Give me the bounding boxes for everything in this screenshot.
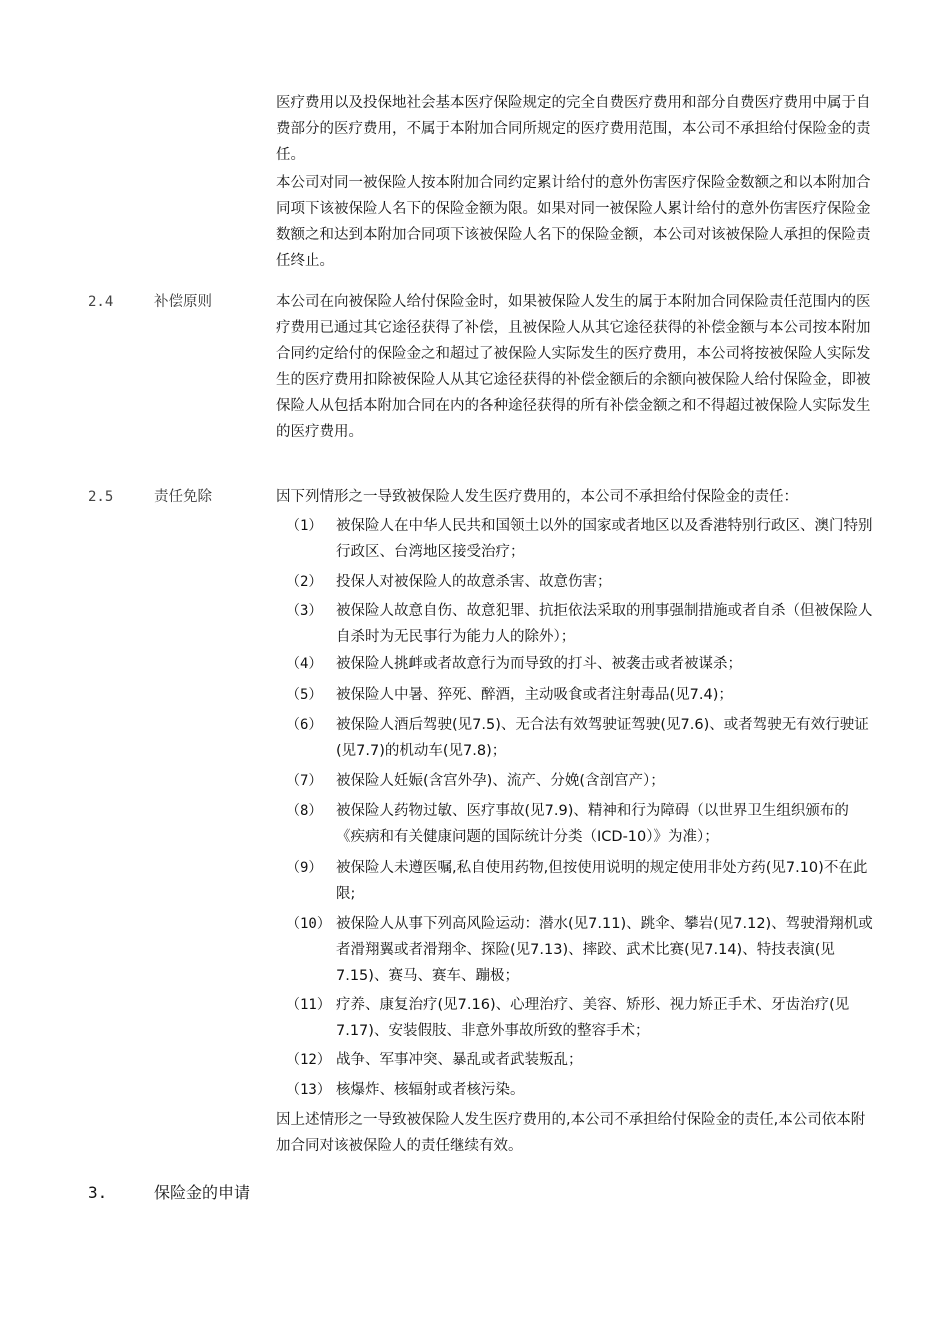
- list-item-text: 投保人对被保险人的故意杀害、故意伤害；: [336, 574, 612, 590]
- list-item-text: 战争、军事冲突、暴乱或者武装叛乱；: [336, 1052, 583, 1068]
- list-item-text: 被保险人药物过敏、医疗事故(见7.9)、精神和行为障碍（以世界卫生组织颁布的《疾病和有关健康问题的国际统计分类（ICD-10）》为准）；: [336, 803, 849, 845]
- list-item-number: （13）: [286, 1082, 331, 1098]
- paragraph-exclusions-outro: 因上述情形之一导致被保险人发生医疗费用的,本公司不承担给付保险金的责任,本公司依本附加合同对该被保险人的责任继续有效。: [276, 1112, 866, 1154]
- list-item-text: 被保险人未遵医嘱,私自使用药物,但按使用说明的规定使用非处方药(见7.10)不在此限;: [336, 860, 868, 902]
- list-item-number: （9）: [286, 860, 323, 876]
- list-item-number: （1）: [286, 518, 323, 534]
- list-item-number: （12）: [286, 1052, 331, 1068]
- section-title-3: 保险金的申请: [154, 1183, 251, 1202]
- list-item-text: 核爆炸、核辐射或者核污染。: [336, 1082, 525, 1098]
- list-item-text: 被保险人挑衅或者故意行为而导致的打斗、被袭击或者被谋杀；: [336, 656, 742, 672]
- paragraph-benefit-limit: 本公司对同一被保险人按本附加合同约定累计给付的意外伤害医疗保险金数额之和以本附加合同项下该被保险人名下的保险金额为限。如果对同一被保险人累计给付的意外伤害医疗保险金数额之和达到本附加合同项下该被保险人名下的保险金额，本公司对该被保险人承担的保险责任终止。: [276, 175, 871, 269]
- list-item-number: （6）: [286, 717, 323, 733]
- list-item-number: （4）: [286, 656, 323, 672]
- paragraph-exclusions-intro: 因下列情形之一导致被保险人发生医疗费用的，本公司不承担给付保险金的责任：: [276, 489, 798, 505]
- list-item-text: 疗养、康复治疗(见7.16)、心理治疗、美容、矫形、视力矫正手术、牙齿治疗(见7.17)、安装假肢、非意外事故所致的整容手术；: [336, 997, 850, 1039]
- list-item-text: 被保险人故意自伤、故意犯罪、抗拒依法采取的刑事强制措施或者自杀（但被保险人自杀时为无民事行为能力人的除外）；: [336, 603, 873, 645]
- list-item-text: 被保险人酒后驾驶(见7.5)、无合法有效驾驶证驾驶(见7.6)、或者驾驶无有效行驶证(见7.7)的机动车(见7.8)；: [336, 717, 869, 759]
- section-number-2-5: 2.5: [88, 489, 114, 505]
- list-item-number: （10）: [286, 916, 331, 932]
- list-item-number: （2）: [286, 574, 323, 590]
- paragraph-medical-expense-scope: 医疗费用以及投保地社会基本医疗保险规定的完全自费医疗费用和部分自费医疗费用中属于自费部分的医疗费用，不属于本附加合同所规定的医疗费用范围，本公司不承担给付保险金的责任。: [276, 95, 871, 163]
- list-item-number: （7）: [286, 773, 323, 789]
- list-item-text: 被保险人妊娠(含宫外孕)、流产、分娩(含剖宫产）；: [336, 773, 665, 789]
- section-number-2-4: 2.4: [88, 294, 114, 310]
- paragraph-compensation-principle: 本公司在向被保险人给付保险金时，如果被保险人发生的属于本附加合同保险责任范围内的医疗费用已通过其它途径获得了补偿，且被保险人从其它途径获得的补偿金额与本公司按本附加合同约定给付的保险金之和超过了被保险人实际发生的医疗费用，本公司将按被保险人实际发生的医疗费用扣除被保险人从其它途径获得的补偿金额后的余额向被保险人给付保险金，即被保险人从包括本附加合同在内的各种途径获得的所有补偿金额之和不得超过被保险人实际发生的医疗费用。: [276, 294, 871, 440]
- list-item-text: 被保险人从事下列高风险运动：潜水(见7.11)、跳伞、攀岩(见7.12)、驾驶滑翔机或者滑翔翼或者滑翔伞、探险(见7.13)、摔跤、武术比赛(见7.14)、特技表演(见7.15)、赛马、赛车、蹦极；: [336, 916, 873, 984]
- section-number-3: 3.: [88, 1183, 108, 1202]
- list-item-number: （3）: [286, 603, 323, 619]
- list-item-text: 被保险人在中华人民共和国领土以外的国家或者地区以及香港特别行政区、澳门特别行政区、台湾地区接受治疗；: [336, 518, 873, 560]
- list-item-text: 被保险人中暑、猝死、醉酒，主动吸食或者注射毒品(见7.4)；: [336, 687, 733, 703]
- section-heading-2-4: 补偿原则: [154, 294, 212, 310]
- list-item-number: （5）: [286, 687, 323, 703]
- list-item-number: （8）: [286, 803, 323, 819]
- list-item-number: （11）: [286, 997, 331, 1013]
- section-heading-2-5: 责任免除: [154, 489, 212, 505]
